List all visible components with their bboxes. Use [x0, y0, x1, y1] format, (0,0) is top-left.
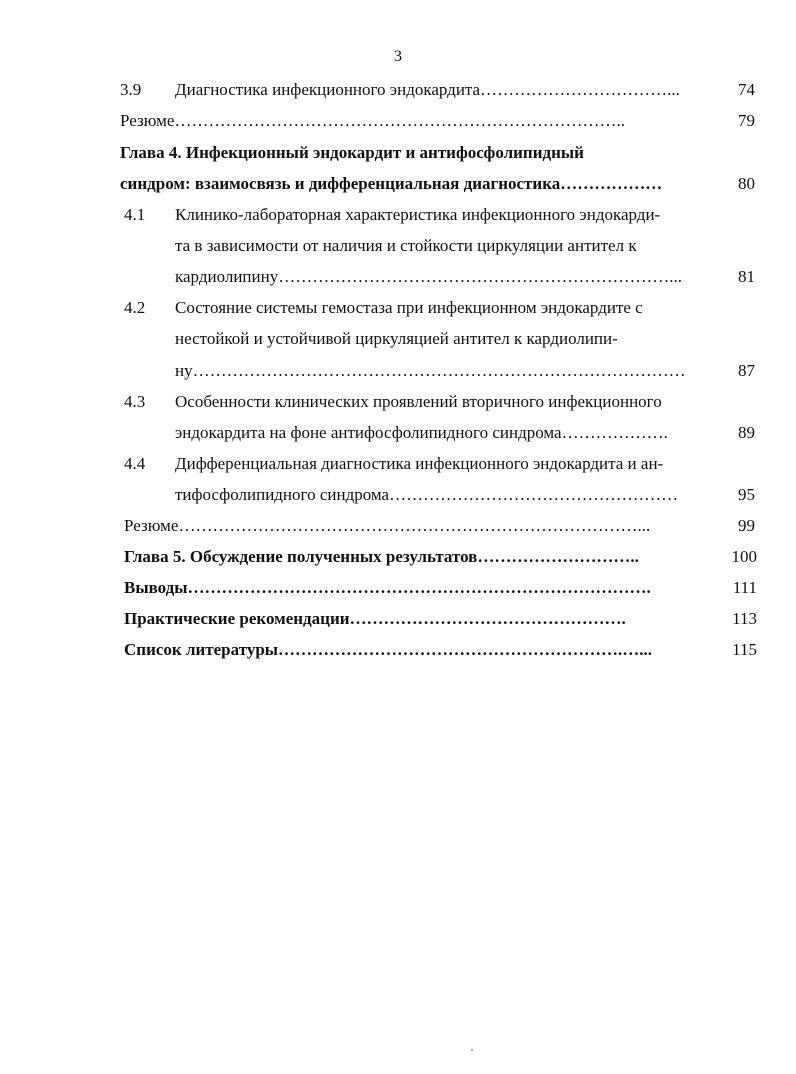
toc-4-2-number: 4.2: [124, 298, 146, 317]
toc-4-3-page: 89: [738, 423, 755, 442]
toc-conclusions-text: Выводы……………………………………………………………………….: [124, 578, 651, 597]
toc-resume-3-text: Резюме……………………………………………………………………..: [120, 111, 625, 130]
toc-chapter-4-line1: Глава 4. Инфекционный эндокардит и антифосфолипидный: [120, 143, 584, 162]
toc-chapter-5-text: Глава 5. Обсуждение полученных результатов………………………..: [124, 547, 639, 566]
toc-4-2-line3: ну……………………………………………………………………………: [175, 361, 686, 380]
toc-4-4-number: 4.4: [124, 454, 146, 473]
toc-resume-3-page: 79: [738, 111, 755, 130]
scan-speck: [471, 1049, 473, 1051]
toc-4-3-line2: эндокардита на фоне антифосфолипидного синдрома……………….: [175, 423, 668, 442]
toc-3-9-number: 3.9: [120, 80, 142, 99]
toc-references-page: 115: [732, 640, 757, 659]
toc-resume-4-page: 99: [738, 516, 755, 535]
toc-3-9-text: Диагностика инфекционного эндокардита……………………………...: [175, 80, 680, 99]
toc-chapter-4-line2: синдром: взаимосвязь и дифференциальная диагностика………………: [120, 174, 663, 193]
toc-4-4-page: 95: [738, 485, 755, 504]
toc-4-1-page: 81: [738, 267, 755, 286]
toc-4-4-line1: Дифференциальная диагностика инфекционного эндокардита и ан-: [175, 454, 664, 473]
toc-4-3-line1: Особенности клинических проявлений вторичного инфекционного: [175, 392, 662, 411]
toc-4-2-page: 87: [738, 361, 755, 380]
toc-4-2-line1: Состояние системы гемостаза при инфекционном эндокардите с: [175, 298, 643, 317]
toc-4-2-line2: нестойкой и устойчивой циркуляцией антител к кардиолипи-: [175, 329, 618, 348]
toc-chapter-5-page: 100: [731, 547, 757, 566]
toc-4-1-number: 4.1: [124, 205, 146, 224]
toc-references-text: Список литературы…………………………………………………….…...: [124, 640, 653, 659]
toc-4-4-line2: тифосфолипидного синдрома……………………………………………: [175, 485, 679, 504]
toc-4-1-line3: кардиолипину……………………………………………………………...: [175, 267, 682, 286]
toc-4-3-number: 4.3: [124, 392, 146, 411]
toc-4-1-line1: Клинико-лабораторная характеристика инфекционного эндокарди-: [175, 205, 661, 224]
toc-4-1-line2: та в зависимости от наличия и стойкости циркуляции антител к: [175, 236, 637, 255]
toc-3-9-page: 74: [738, 80, 755, 99]
page-number: 3: [394, 48, 402, 65]
toc-conclusions-page: 111: [732, 578, 757, 597]
toc-recommendations-page: 113: [732, 609, 757, 628]
toc-resume-4-text: Резюме………………………………………………………………………...: [124, 516, 651, 535]
toc-chapter-4-page: 80: [738, 174, 755, 193]
toc-recommendations-text: Практические рекомендации………………………………………….: [124, 609, 626, 628]
